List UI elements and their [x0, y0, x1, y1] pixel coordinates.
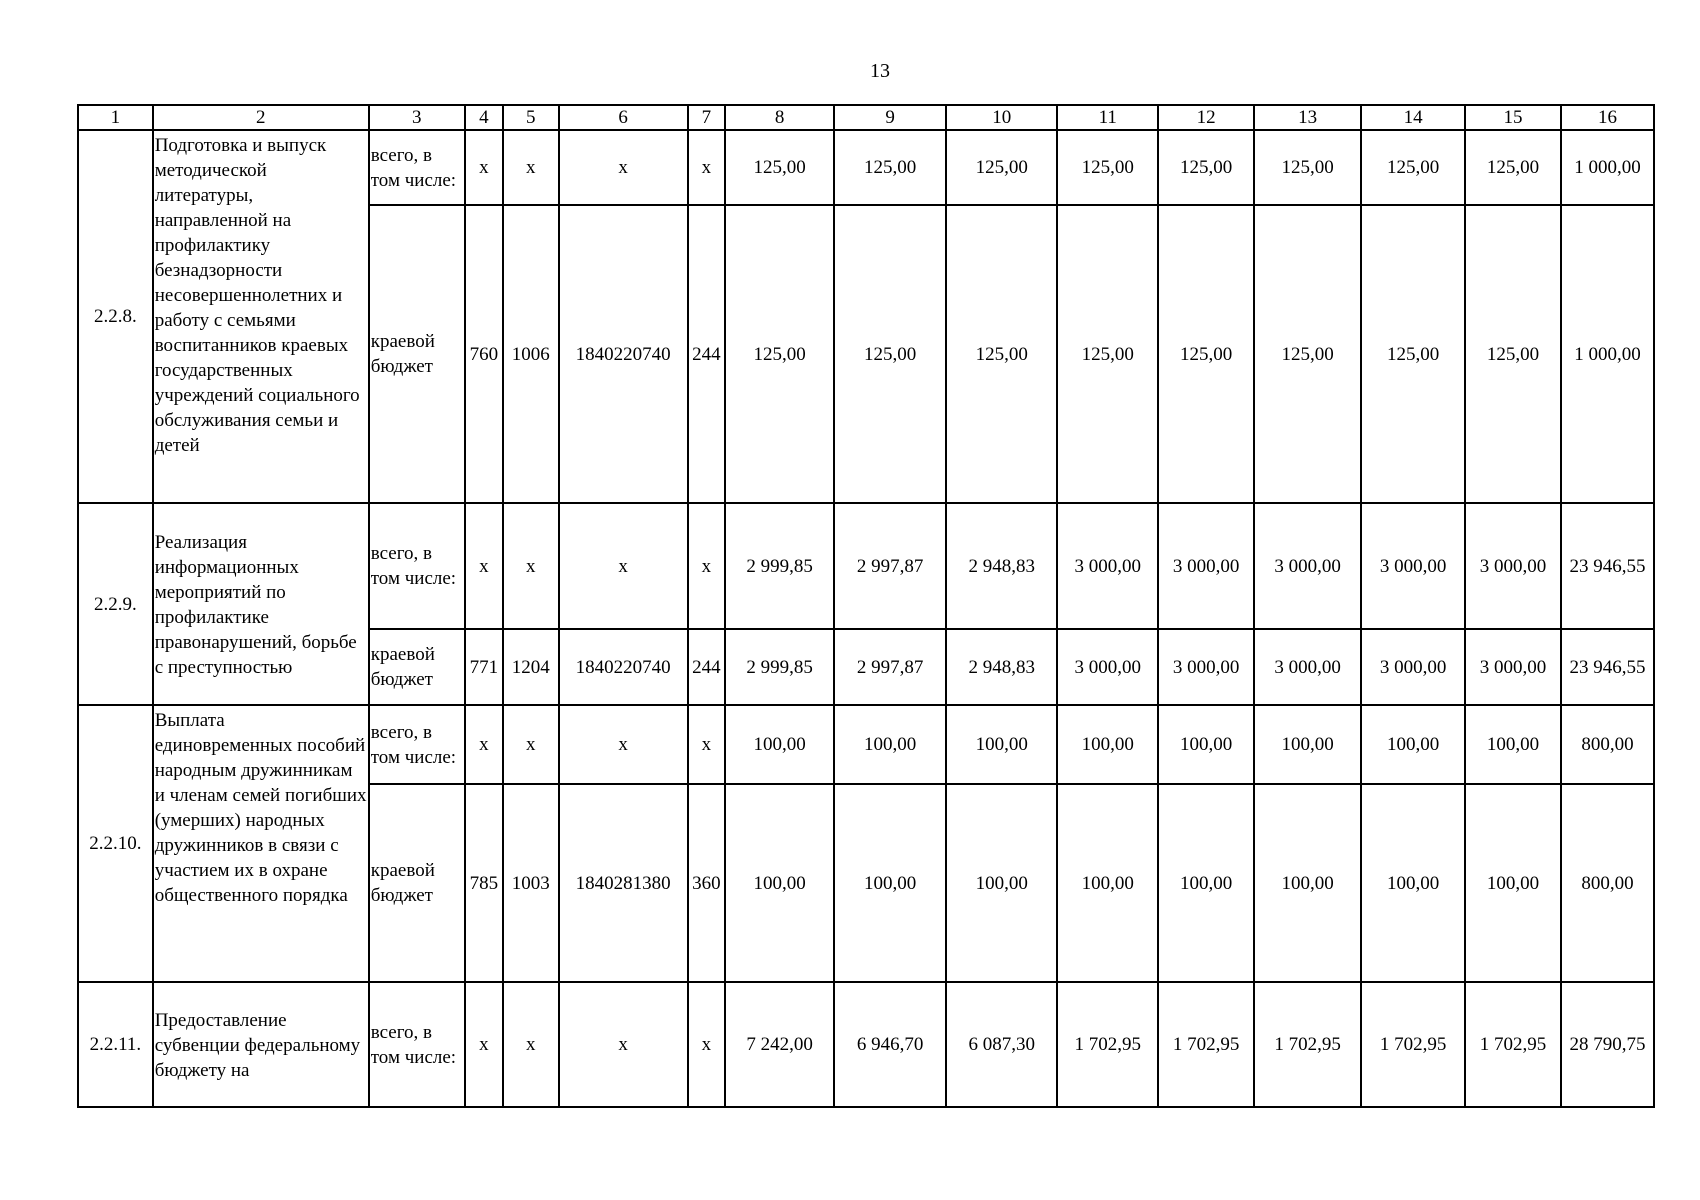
- value-cell: 2 997,87: [834, 629, 946, 705]
- value-cell: 2 999,85: [725, 629, 834, 705]
- code-cell: 244: [688, 629, 725, 705]
- code-cell: 1204: [503, 629, 559, 705]
- item-name: Выплата единовременных пособий народным дружинникам и членам семей погибших (умерших) народных дружинников в связи с участием их в охране общественного порядка: [153, 705, 369, 982]
- table-row: [78, 982, 1654, 1107]
- value-cell: 125,00: [1057, 130, 1158, 205]
- total-cell: 28 790,75: [1561, 982, 1654, 1107]
- value-cell: 100,00: [946, 705, 1057, 784]
- value-cell: 100,00: [1158, 784, 1254, 982]
- item-name: Предоставление субвенции федеральному бюджету на: [153, 982, 369, 1107]
- item-number: 2.2.10.: [78, 705, 153, 982]
- value-cell: 100,00: [725, 705, 834, 784]
- value-cell: 100,00: [1361, 705, 1465, 784]
- value-cell: 3 000,00: [1254, 503, 1361, 629]
- value-cell: 6 087,30: [946, 982, 1057, 1107]
- table-row: [78, 130, 1654, 205]
- code-cell: 1006: [503, 205, 559, 503]
- funding-source: всего, в том числе:: [369, 503, 465, 629]
- value-cell: 125,00: [1254, 205, 1361, 503]
- value-cell: 100,00: [1465, 784, 1561, 982]
- value-cell: 100,00: [946, 784, 1057, 982]
- total-cell: 23 946,55: [1561, 629, 1654, 705]
- header-cell: 4: [465, 105, 503, 130]
- value-cell: 100,00: [1254, 784, 1361, 982]
- header-cell: 9: [834, 105, 946, 130]
- code-cell: x: [503, 982, 559, 1107]
- header-cell: 13: [1254, 105, 1361, 130]
- value-cell: 100,00: [1465, 705, 1561, 784]
- funding-source: всего, в том числе:: [369, 130, 465, 205]
- value-cell: 3 000,00: [1361, 503, 1465, 629]
- code-cell: x: [688, 705, 725, 784]
- code-cell: 1840281380: [559, 784, 688, 982]
- total-cell: 23 946,55: [1561, 503, 1654, 629]
- value-cell: 100,00: [1158, 705, 1254, 784]
- value-cell: 3 000,00: [1465, 629, 1561, 705]
- value-cell: 3 000,00: [1158, 629, 1254, 705]
- code-cell: 785: [465, 784, 503, 982]
- total-cell: 800,00: [1561, 784, 1654, 982]
- table-row: [78, 503, 1654, 629]
- value-cell: 125,00: [946, 205, 1057, 503]
- value-cell: 1 702,95: [1057, 982, 1158, 1107]
- value-cell: 1 702,95: [1361, 982, 1465, 1107]
- value-cell: 7 242,00: [725, 982, 834, 1107]
- value-cell: 2 948,83: [946, 629, 1057, 705]
- code-cell: x: [559, 705, 688, 784]
- header-cell: 10: [946, 105, 1057, 130]
- item-number: 2.2.9.: [78, 503, 153, 705]
- value-cell: 2 997,87: [834, 503, 946, 629]
- code-cell: 1840220740: [559, 205, 688, 503]
- total-cell: 1 000,00: [1561, 130, 1654, 205]
- code-cell: 244: [688, 205, 725, 503]
- value-cell: 100,00: [1057, 705, 1158, 784]
- code-cell: x: [559, 503, 688, 629]
- value-cell: 2 999,85: [725, 503, 834, 629]
- item-number: 2.2.8.: [78, 130, 153, 503]
- funding-source: всего, в том числе:: [369, 982, 465, 1107]
- value-cell: 125,00: [725, 130, 834, 205]
- value-cell: 125,00: [1057, 205, 1158, 503]
- funding-source: всего, в том числе:: [369, 705, 465, 784]
- value-cell: 125,00: [1158, 130, 1254, 205]
- code-cell: x: [503, 503, 559, 629]
- budget-table: [77, 104, 1655, 1108]
- funding-source: краевой бюджет: [369, 205, 465, 503]
- value-cell: 100,00: [1254, 705, 1361, 784]
- code-cell: x: [503, 130, 559, 205]
- value-cell: 125,00: [1361, 130, 1465, 205]
- item-name: Реализация информационных мероприятий по профилактике правонарушений, борьбе с преступностью: [153, 503, 369, 705]
- code-cell: x: [688, 982, 725, 1107]
- value-cell: 100,00: [834, 784, 946, 982]
- item-name: Подготовка и выпуск методической литературы, направленной на профилактику безнадзорности несовершеннолетних и работу с семьями воспитанников краевых государственных учреждений социального обслуживания семьи и детей: [153, 130, 369, 503]
- header-cell: 15: [1465, 105, 1561, 130]
- code-cell: x: [465, 705, 503, 784]
- header-cell: 8: [725, 105, 834, 130]
- total-cell: 1 000,00: [1561, 205, 1654, 503]
- value-cell: 125,00: [1158, 205, 1254, 503]
- value-cell: 125,00: [725, 205, 834, 503]
- code-cell: x: [465, 503, 503, 629]
- value-cell: 3 000,00: [1465, 503, 1561, 629]
- value-cell: 3 000,00: [1057, 503, 1158, 629]
- header-cell: 14: [1361, 105, 1465, 130]
- header-cell: 1: [78, 105, 153, 130]
- value-cell: 3 000,00: [1158, 503, 1254, 629]
- header-cell: 3: [369, 105, 465, 130]
- code-cell: x: [688, 130, 725, 205]
- value-cell: 125,00: [1465, 205, 1561, 503]
- value-cell: 100,00: [1057, 784, 1158, 982]
- value-cell: 125,00: [1361, 205, 1465, 503]
- header-cell: 6: [559, 105, 688, 130]
- value-cell: 3 000,00: [1254, 629, 1361, 705]
- value-cell: 125,00: [1465, 130, 1561, 205]
- code-cell: 1003: [503, 784, 559, 982]
- value-cell: 3 000,00: [1361, 629, 1465, 705]
- code-cell: 1840220740: [559, 629, 688, 705]
- header-cell: 12: [1158, 105, 1254, 130]
- value-cell: 1 702,95: [1465, 982, 1561, 1107]
- value-cell: 2 948,83: [946, 503, 1057, 629]
- value-cell: 1 702,95: [1158, 982, 1254, 1107]
- code-cell: x: [465, 130, 503, 205]
- header-cell: 11: [1057, 105, 1158, 130]
- value-cell: 100,00: [834, 705, 946, 784]
- value-cell: 125,00: [1254, 130, 1361, 205]
- funding-source: краевой бюджет: [369, 629, 465, 705]
- value-cell: 125,00: [834, 130, 946, 205]
- header-cell: 7: [688, 105, 725, 130]
- value-cell: 3 000,00: [1057, 629, 1158, 705]
- value-cell: 125,00: [946, 130, 1057, 205]
- code-cell: 771: [465, 629, 503, 705]
- total-cell: 800,00: [1561, 705, 1654, 784]
- value-cell: 6 946,70: [834, 982, 946, 1107]
- code-cell: x: [559, 982, 688, 1107]
- header-cell: 2: [153, 105, 369, 130]
- code-cell: x: [559, 130, 688, 205]
- item-number: 2.2.11.: [78, 982, 153, 1107]
- header-cell: 5: [503, 105, 559, 130]
- value-cell: 1 702,95: [1254, 982, 1361, 1107]
- value-cell: 100,00: [725, 784, 834, 982]
- header-cell: 16: [1561, 105, 1654, 130]
- funding-source: краевой бюджет: [369, 784, 465, 982]
- code-cell: x: [503, 705, 559, 784]
- value-cell: 125,00: [834, 205, 946, 503]
- code-cell: 360: [688, 784, 725, 982]
- code-cell: x: [688, 503, 725, 629]
- code-cell: x: [465, 982, 503, 1107]
- value-cell: 100,00: [1361, 784, 1465, 982]
- code-cell: 760: [465, 205, 503, 503]
- table-row: [78, 705, 1654, 784]
- page-number: 13: [870, 60, 890, 82]
- table-header-row: [78, 105, 1654, 130]
